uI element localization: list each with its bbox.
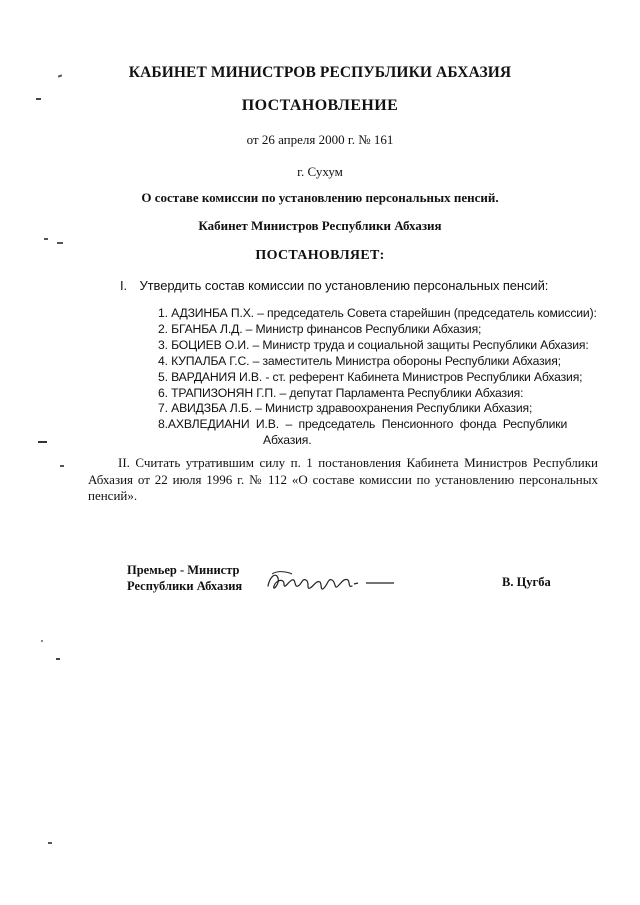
member-item: 1. АДЗИНБА П.Х. – председатель Совета старейшин (председатель комиссии):	[158, 306, 597, 320]
subject-line: О составе комиссии по установлению персональных пенсий.	[141, 190, 499, 205]
signatory-title-line1: Премьер - Министр	[127, 563, 240, 577]
item-1-text: Утвердить состав комиссии по установлению персональных пенсий:	[139, 278, 549, 293]
org-title: КАБИНЕТ МИНИСТРОВ РЕСПУБЛИКИ АБХАЗИЯ	[128, 64, 512, 81]
scan-speck	[36, 98, 41, 100]
scan-speck	[60, 465, 64, 467]
signatory-title-line2: Республики Абхазия	[127, 579, 243, 593]
item-2-text: II. Считать утратившим силу п. 1 постановления Кабинета Министров Республики Абхазия от 22 июля 1996 г. № 112 «О составе комиссии по установлению персональных пенсий».	[88, 455, 598, 503]
issuer-line: Кабинет Министров Республики Абхазия	[198, 218, 442, 233]
member-item: 5. ВАРДАНИЯ И.В. - ст. референт Кабинета Министров Республики Абхазия;	[158, 369, 583, 384]
signatory-title	[127, 562, 242, 594]
member-item: 6. ТРАПИЗОНЯН Г.П. – депутат Парламента Республики Абхазия:	[158, 385, 524, 400]
doc-type-heading: ПОСТАНОВЛЕНИЕ	[241, 97, 399, 114]
item-1-number: I.	[120, 278, 128, 293]
scan-speck	[56, 658, 60, 660]
member-item: 4. КУПАЛБА Г.С. – заместитель Министра обороны Республики Абхазия;	[158, 353, 561, 368]
scan-speck	[57, 242, 63, 244]
member-item: 2. БГАНБА Л.Д. – Министр финансов Республики Абхазия;	[158, 321, 482, 336]
decides-heading: ПОСТАНОВЛЯЕТ:	[255, 248, 385, 263]
members-list	[158, 306, 598, 449]
member-item-8	[158, 417, 598, 449]
item-1	[120, 278, 548, 293]
handwritten-signature	[262, 562, 402, 602]
member-8-line1: 8.АХВЛЕДИАНИ И.В. – председатель Пенсионного фонда Республики	[158, 417, 568, 432]
signatory-name: В. Цугба	[502, 575, 551, 589]
member-item: 7. АВИДЗБА Л.Б. – Министр здравоохранения Республики Абхазия;	[158, 401, 533, 416]
scan-speck	[48, 842, 52, 844]
city: г. Сухум	[297, 164, 343, 179]
scan-speck	[38, 441, 47, 443]
scan-speck	[41, 640, 43, 642]
date-number: от 26 апреля 2000 г. № 161	[246, 132, 394, 147]
member-8-line2: Абхазия.	[263, 433, 312, 448]
item-2	[88, 455, 598, 505]
scan-speck	[44, 238, 48, 240]
member-item: 3. БОЦИЕВ О.И. – Министр труда и социальной защиты Республики Абхазия:	[158, 337, 589, 352]
